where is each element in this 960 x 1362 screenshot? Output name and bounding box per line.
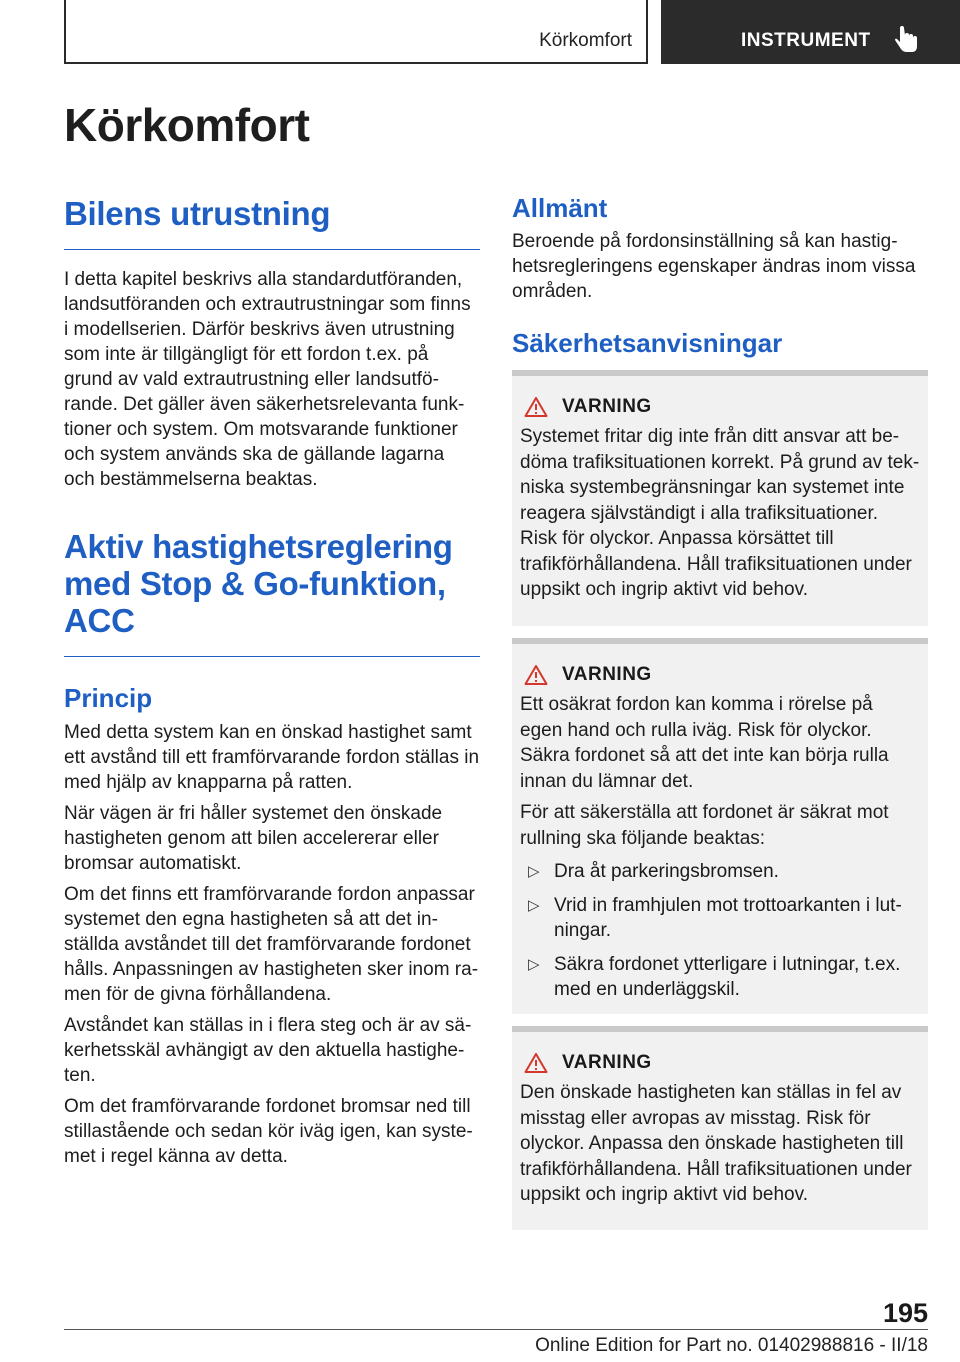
paragraph-equipment: I detta kapitel beskrivs alla standardutföranden, landsutföranden och extrautrustningar som finns i modellserien. Därför beskrivs även utrustning som inte är tillgängligt för ett fordon t.ex. på grund av vald extrautrustning eller landsutförande. Det gäller även säkerhetsrelevanta funktioner och system. Om motsvarande funktioner och system används ska de gällande lagarna och bestämmelserna beaktas.: [64, 269, 471, 490]
header-section-tab: [64, 0, 648, 64]
heading-rule: [64, 656, 480, 657]
page-number: 195: [882, 1298, 928, 1328]
list-item: ▷ Säkra fordonet ytterligare i lutningar, t.ex. med en underläggskil.: [528, 953, 901, 1000]
hand-pointer-icon: [894, 26, 920, 54]
warning-box: [512, 638, 928, 1014]
heading-safety: Säkerhetsanvisningar: [512, 328, 783, 358]
warning-box: [512, 1026, 928, 1230]
header-chapter-tab: [661, 0, 960, 64]
warning-triangle-icon: [524, 396, 548, 418]
bullet-triangle-icon: ▷: [528, 863, 540, 880]
heading-acc: Aktiv hastighetsreglering med Stop & Go-funktion, ACC: [64, 528, 453, 639]
warning-header: [520, 396, 920, 418]
footer-divider: [64, 1329, 928, 1330]
list-item: ▷ Dra åt parkeringsbromsen.: [520, 859, 920, 885]
paragraph: Avståndet kan ställas in i flera steg och är av säkerhetsskäl avhängigt av den aktuella hastigheten.: [64, 1015, 472, 1086]
heading-equipment: Bilens utrustning: [64, 195, 331, 232]
bullet-triangle-icon: ▷: [528, 896, 540, 914]
left-column: [64, 195, 480, 1169]
warning-header: [520, 664, 920, 686]
paragraph: När vägen är fri håller systemet den önskade hastigheten genom att bilen accelererar eller bromsar automatiskt.: [64, 803, 443, 874]
right-column-intro: [512, 193, 928, 359]
warning-label: VARNING: [562, 664, 652, 685]
warning-label: VARNING: [562, 1052, 652, 1073]
warning-triangle-icon: [524, 664, 548, 686]
paragraph-general: Beroende på fordonsinställning så kan hastighetsregleringens egenskaper ändras inom vissa områden.: [512, 231, 916, 302]
heading-rule: [64, 249, 480, 250]
warning-text: Ett osäkrat fordon kan komma i rörelse på egen hand och rulla iväg. Risk för olyckor. Säkra fordonet så att det inte kan börja rulla innan du lämnar det.: [520, 694, 889, 792]
heading-principle: Princip: [64, 683, 153, 713]
bullet-triangle-icon: ▷: [528, 955, 540, 973]
header-section-label: Körkomfort: [539, 30, 632, 51]
warning-label: VARNING: [562, 396, 652, 417]
warning-text: För att säkerställa att fordonet är säkrat mot rullning ska följande beaktas:: [520, 802, 889, 849]
warning-text: Den önskade hastigheten kan ställas in fel av misstag eller avropas av misstag. Risk för olyckor. Anpassa den önskade hastigheten till trafikförhållandena. Håll trafiksituationen under uppsikt och ingrip aktivt vid behov.: [520, 1082, 912, 1205]
page-title: Körkomfort: [64, 99, 310, 151]
warning-box: [512, 370, 928, 626]
edition-note: Online Edition for Part no. 01402988816 - II/18: [535, 1335, 928, 1356]
list-item: ▷ Vrid in framhjulen mot trottoarkanten i lutningar.: [528, 894, 902, 941]
warning-header: [520, 1052, 920, 1074]
paragraph: Med detta system kan en önskad hastighet samt ett avstånd till ett framförvarande fordon ställas in med hjälp av knapparna på ratten.: [64, 722, 480, 793]
bullet-list: [520, 859, 920, 1003]
paragraph: Om det framförvarande fordonet bromsar ned till stillastående och sedan kör iväg igen, kan systemet i regel känna av detta.: [64, 1096, 473, 1167]
header-chapter-label: INSTRUMENT: [741, 30, 871, 51]
warning-triangle-icon: [524, 1052, 548, 1074]
paragraph: Om det finns ett framförvarande fordon anpassar systemet den egna hastigheten så att det inställda avståndet till det framförvarande fordonet hålls. Anpassningen av hastigheten sker inom ramen för de givna förhållandena.: [64, 884, 479, 1005]
warning-text: Systemet fritar dig inte från ditt ansvar att bedöma trafiksituationen korrekt. På grund av tekniska systembegränsningar kan systemet inte reagera självständigt i alla trafiksituationer. Risk för olyckor. Anpassa körsättet till trafikförhållandena. Håll trafiksituationen under uppsikt och ingrip aktivt vid behov.: [520, 426, 920, 600]
heading-general: Allmänt: [512, 193, 608, 223]
